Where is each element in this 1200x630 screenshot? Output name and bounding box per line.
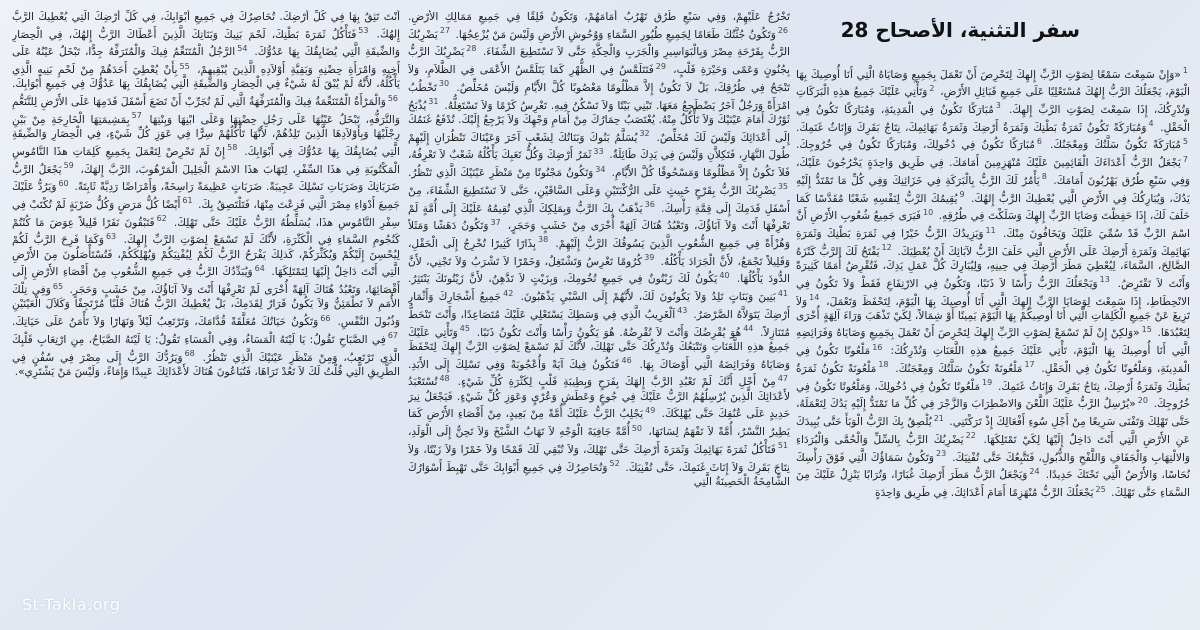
- verse-number: 67: [387, 331, 398, 341]
- verse-number: 4: [1148, 119, 1154, 129]
- verse-text: وَيَرُدُّ عَلَيْكَ جَمِيعَ أَدْوَاءِ مِصْرَ الَّتِي فَزِعْتَ مِنْهَا، فَتَلْتَصِقُ بِكَ.: [12, 181, 400, 212]
- verse-text: فَتَأْكُلُ ثَمَرَةَ بَطْنِكَ، لَحْمَ بَنِيكَ وَبَنَاتِكَ الَّذِينَ أَعْطَاكَ الرَّبُّ إِلهُكَ، فِي الْحِصَارِ وَالضِّيقَةِ الَّتِي يُضَايِقُكَ بِهَا عَدُوُّكَ.: [12, 28, 400, 59]
- verse-text: مَلْعُونًا تَكُونُ فِي الْمَدِينَةِ، وَمَلْعُونًا تَكُونُ فِي الْحَقْلِ.: [796, 345, 1190, 375]
- verse: [875, 484, 1108, 500]
- verse-text: تَخْرُجُ عَلَيْهِمْ، وَفِي سَبْعِ طُرُق تَهْرُبُ أَمَامَهُمْ، وَتَكُونُ قَلِقًا فِي جَمِيعِ مَمَالِكِ الأَرْضِ.: [408, 11, 790, 23]
- verse-text: مُبَارَكًا تَكُونُ فِي الْمَدِينَةِ، وَمُبَارَكًا تَكُونُ فِي الْحَقْلِ.: [796, 104, 1190, 134]
- verse-text: أَنْتَ تَثِقُ بِهَا فِي كُلِّ أَرْضِكَ. تُحَاصِرُكَ فِي جَمِيعِ أَبْوَابِكَ، فِي كُلِّ أَرْضِكَ الَّتِي يُعْطِيكَ الرَّبُّ إِلهُكَ.: [12, 11, 400, 41]
- verse-text: مُبَارَكَةً تَكُونُ سَلَّتُكَ وَمِعْجَنُكَ.: [1044, 139, 1181, 152]
- verse-text: يَجْعَلُ الرَّبُّ أَعْدَاءَكَ الْقَائِمِينَ عَلَيْكَ مُنْهَزِمِينَ أَمَامَكَ. فِي طَرِيق وَاحِدَةٍ يَخْرُجُونَ عَلَيْكَ، وَفِي سَبْعِ طُرُق يَهْرُبُونَ أَمَامَكَ.: [796, 157, 1190, 187]
- verse-text: يُسَلَّمُ بَنُوكَ وَبَنَاتُكَ لِشَعْبٍ آخَرَ وَعَيْنَاكَ تَنْظُرَانِ إِلَيْهِمْ طُولَ النَّهَارِ، فَتَكِلاَّنِ وَلَيْسَ فِي يَدِكَ طَائِلَةٌ.: [408, 131, 790, 162]
- verse-text: بِأَنْ يُعْطِيَ أَحَدَهُمْ مِنْ لَحْمِ بَنِيهِ الَّذِي يَأْكُلُهُ، لأَنَّهُ لَمْ يُبْقَ لَهُ شَيْءٌ فِي الْحِصَارِ وَالضِّيقَةِ الَّتِي يُضَايِقُكَ بِهَا عَدُوُّكَ فِي جَمِيعِ أَبْوَابِكَ.: [12, 64, 400, 91]
- verse: [515, 288, 790, 304]
- verse-text: أَيْضًا كُلُّ مَرَضٍ وَكُلُّ ضَرْبَةٍ لَمْ تُكْتَبْ فِي سِفْرِ النَّامُوسِ هذَا، يُسَلِّطُهُ الرَّبُّ عَلَيْكَ حَتَّى تَهْلِكَ.: [12, 199, 400, 229]
- verse-number: 61: [182, 196, 193, 206]
- verse-text: بِذَارًا كَثِيرًا تُخْرِجُ إِلَى الْحَقْلِ، وَقَلِيلاً تَجْمَعُ، لأَنَّ الْجَرَادَ يَأْكُلُهُ.: [408, 238, 790, 268]
- verse-number: 63: [105, 231, 117, 241]
- verse-number: 39: [644, 253, 655, 263]
- verse-text: وَتَأْتِي عَلَيْكَ جَمِيعُ هذِهِ الْبَرَكَاتِ وَتُدْرِكُكَ، إِذَا سَمِعْتَ لِصَوْتِ الرَّبِّ إِلهِكَ.: [796, 86, 1190, 116]
- verse-text: يَفْتَحُ لَكَ الرَّبُّ كَنْزَهُ الصَّالِحَ، السَّمَاءَ، لِيُعْطِيَ مَطَرَ أَرْضِكَ فِي حِينِهِ، وَلِيُبَارِكَ كُلَّ عَمَلِ يَدِكَ، فَتُقْرِضُ أُمَمًا كَثِيرَةً وَأَنْتَ لاَ تَقْتَرِضُ.: [796, 245, 1190, 290]
- verse: [408, 423, 644, 439]
- verse-text: يُقِيمُكَ الرَّبُّ لِنَفْسِهِ شَعْبًا مُقَدَّسًا كَمَا حَلَفَ لَكَ، إِذَا حَفِظْتَ وَصَايَا الرَّبِّ إِلهِكَ وَسَلَكْتَ فِي طُرُقِهِ.: [796, 192, 1190, 223]
- verses-left: [12, 10, 400, 379]
- verse-number: 55: [179, 61, 190, 71]
- verse-text: مَلْعُونَةً تَكُونُ ثَمَرَةُ بَطْنِكَ وَثَمَرَةُ أَرْضِكَ، نِتَاجُ بَقَرِكَ وَإِنَاثُ غَنَمِكَ.: [796, 362, 1190, 393]
- verse-number: 22: [965, 431, 976, 441]
- verse-text: «يُرْسِلُ الرَّبُّ عَلَيْكَ اللَّعْنَ وَالاضْطِرَابَ وَالزَّجْرَ فِي كُلِّ مَا تَمْتَدُّ إِلَيْهِ يَدُكَ لِتَعْمَلَهُ، حَتَّى تَهْلِكَ وَتَفْنَى سَرِيعًا مِنْ أَجْلِ سُوءِ أَفْعَالِكَ إِذْ تَرَكْتَنِي.: [796, 398, 1190, 429]
- verse-number: 24: [1029, 466, 1040, 476]
- verse: [890, 360, 1037, 375]
- verse-number: 26: [777, 26, 788, 36]
- verses-middle: [408, 10, 790, 489]
- verse-number: 8: [1041, 172, 1047, 182]
- verse-number: 14: [809, 293, 820, 303]
- verse: [408, 11, 790, 23]
- site-watermark: St-Takla.org: [22, 595, 121, 614]
- verse-text: يَكُونُ لَكَ زَيْتُونٌ فِي جَمِيعِ تُخُومِكَ، وَبِزَيْتٍ لاَ تَدَّهِنُ، لأَنَّ زَيْتُونَكَ يَنْتَثِرُ.: [408, 273, 718, 286]
- verse-text: تُسْتَعْبَدُ لأَعْدَائِكَ الَّذِينَ يُرْسِلُهُمُ الرَّبُّ عَلَيْكَ فِي جُوعٍ وَعَطَشٍ وَعُرْيٍ وَعَوَزِ كُلِّ شَيْءٍ. فَيَجْعَلُ نِيرَ حَدِيدٍ عَلَى عُنُقِكَ حَتَّى يُهْلِكَكَ.: [408, 376, 790, 421]
- verse-text: ثَمَرُ أَرْضِكَ وَكُلُّ تَعَبِكَ يَأْكُلُهُ شَعْبٌ لاَ تَعْرِفُهُ، فَلاَ تَكُونُ إِلاَّ مَظْلُومًا وَمَسْحُوقًا كُلَّ الأَيَّامِ.: [408, 149, 790, 180]
- verse-text: وَتَكُونُ دَهَشًا وَمَثَلاً وَهُزْأَةً فِي جَمِيعِ الشُّعُوبِ الَّذِينَ يَسُوقُكَ الرَّبُّ إِلَيْهِمْ.: [408, 220, 790, 251]
- verse: [451, 373, 790, 389]
- verse-text: يَضْرِبُكَ الرَّبُّ بِجُنُونٍ وَعَمًى وَحَيْرَةِ قَلْبٍ،: [408, 46, 790, 77]
- verse-number: 30: [438, 79, 450, 89]
- verse-number: 48: [439, 373, 450, 383]
- verse-number: 37: [490, 217, 501, 227]
- verse-text: تَخْطُبُ امْرَأَةً وَرَجُلٌ آخَرُ يَضْطَجِعُ مَعَهَا. تَبْنِي بَيْتًا وَلاَ تَسْكُنُ فِيهِ. تَغْرِسُ كَرْمًا وَلاَ تَسْتَغِلُّهُ.: [408, 81, 790, 112]
- verse-number: 9: [959, 190, 965, 200]
- verse-number: 54: [237, 43, 248, 53]
- verse-number: 20: [1137, 395, 1148, 405]
- verse-number: 17: [1024, 360, 1035, 370]
- verse-number: 18: [878, 360, 889, 370]
- verse-number: 49: [645, 405, 656, 415]
- verse-text: وَيَجْعَلُكَ الرَّبُّ رَأْسًا لاَ ذَنَبًا، وَتَكُونُ فِي الارْتِفَاعِ فَقَطْ وَلاَ تَكُونُ فِي الانْحِطَاطِ، إِذَا سَمِعْتَ لِوَصَايَا الرَّبِّ إِلهِكَ الَّتِي أَنَا أُوصِيكَ بِهَا الْيَوْمَ، لِتَحْفَظَ وَتَعْمَلَ،: [796, 277, 1190, 308]
- verse-number: 34: [595, 164, 606, 174]
- verse-text: وَيَجْعَلُ الرَّبُّ مَطَرَ أَرْضِكَ غُبَارًا، وَتُرَابًا يَنْزِلُ عَلَيْكَ مِنَ السَّمَاءِ حَتَّى تَهْلِكَ.: [796, 469, 1190, 500]
- verse-number: 68: [184, 349, 195, 359]
- verse-text: وَمُبَارَكَةً تَكُونُ ثَمَرَةُ بَطْنِكَ وَثَمَرَةُ أَرْضِكَ وَثَمَرَةُ بَهَائِمِكَ، نِتَاجُ بَقَرِكَ وَإِنَاثُ غَنَمِكَ.: [796, 121, 1147, 134]
- verses-right: [796, 64, 1190, 500]
- verse: [796, 119, 1156, 134]
- verse-number: 40: [719, 270, 730, 280]
- verse-text: كُرُومًا تَغْرِسُ وَتَشْتَغِلُ، وَخَمْرًا لاَ تَشْرَبُ وَلاَ تَجْنِي، لأَنَّ الدُّودَ يَأْكُلُهَا.: [408, 255, 790, 286]
- verse-text: يَجْلِبُ الرَّبُّ عَلَيْكَ أُمَّةً مِنْ بَعِيدٍ، مِنْ أَقْصَاءِ الأَرْضِ كَمَا يَطِيرُ النَّسْرُ، أُمَّةً لاَ تَفْهَمُ لِسَانَهَا،: [408, 408, 790, 439]
- verse-text: «وَلكِنْ إِنْ لَمْ تَسْمَعْ لِصَوْتِ الرَّبِّ إِلهِكَ لِتَحْرِصَ أَنْ تَعْمَلَ بِجَمِيعِ وَصَايَاهُ وَفَرَائِضِهِ الَّتِي أَنَا أُوصِيكَ بِهَا الْيَوْمَ، تَأْتِي عَلَيْكَ جَمِيعُ هذِهِ اللَّعَنَاتِ وَتُدْرِكُكَ:: [796, 327, 1190, 358]
- verse-number: 47: [777, 373, 788, 383]
- verse-text: يَضْرِبُكَ الرَّبُّ بِقَرْحٍ خَبِيثٍ عَلَى الرُّكْبَتَيْنِ وَعَلَى السَّاقَيْنِ، حَتَّى لاَ تَسْتَطِيعَ الشِّفَاءَ، مِنْ أَسْفَلِ قَدَمِكَ إِلَى قِمَّةِ رَأْسِكَ.: [408, 184, 790, 215]
- verse: [452, 26, 790, 41]
- verse-number: 58: [227, 143, 238, 153]
- verse-number: 32: [639, 129, 650, 139]
- verse-text: جَمِيعُ أَشْجَارِكَ وَأَثْمَارِ أَرْضِكَ يَتَوَلاَّهُ الصَّرْصَرُ.: [408, 291, 790, 321]
- verse-number: 57: [131, 111, 142, 121]
- verse-number: 10: [923, 207, 934, 217]
- verse-text: هُوَ يُقْرِضُكَ وَأَنْتَ لاَ تُقْرِضُهُ. هُوَ يَكُونُ رَأْسًا وَأَنْتَ تَكُونُ ذَنَبًا.: [471, 326, 742, 339]
- verse-number: 7: [1182, 154, 1188, 164]
- verse: [471, 324, 755, 339]
- verse-number: 5: [1182, 136, 1188, 146]
- verse-number: 29: [655, 61, 666, 71]
- verse-number: 59: [63, 161, 74, 171]
- verse: [408, 270, 732, 286]
- verse-text: وَكَمَا فَرِحَ الرَّبُّ لَكُمْ لِيُحْسِنَ إِلَيْكُمْ وَيُكَثِّرَكُمْ، كَذلِكَ يَفْرَحُ الرَّبُّ لَكُمْ لِيُفْنِيَكُمْ وَيُهْلِكَكُمْ، فَتُسْتَأْصَلُونَ مِنَ الأَرْضِ الَّتِي أَنْتَ دَاخِلٌ إِلَيْهَا لِتَمْتَلِكَهَا.: [12, 234, 400, 279]
- verse-number: 44: [743, 324, 754, 334]
- verse-text: يَجْعَلُ الرَّبُّ ضَرَبَاتِكَ وَضَرَبَاتِ نَسْلِكَ عَجِيبَةً. ضَرَبَاتٍ عَظِيمَةً رَاسِخَةً، وَأَمْرَاضًا رَدِيَّةً ثَابِتَةً.: [12, 163, 400, 194]
- verse-number: 13: [1099, 275, 1110, 285]
- verse-text: بِمَشِيمَتِهَا الْخَارِجَةِ مِنْ بَيْنِ رِجْلَيْهَا وَبِأَوْلاَدِهَا الَّذِينَ تَلِدُهُمْ، لأَنَّهَا تَأْكُلُهُمْ سِرًّا فِي عَوَزِ كُلِّ شَيْءٍ، فِي الْحِصَارِ وَالضِّيقَةِ الَّتِي يُضَايِقُكَ بِهَا عَدُوُّكَ فِي أَبْوَابِكَ.: [12, 113, 400, 158]
- verse-text: يُلْصِقُ بِكَ الرَّبُّ الْوَبَأَ حَتَّى يُبِيدَكَ عَنِ الأَرْضِ الَّتِي أَنْتَ دَاخِلٌ إِلَيْهَا لِكَيْ تَمْتَلِكَهَا.: [796, 416, 1190, 446]
- verse-text: يَذْهَبُ بِكَ الرَّبُّ وَبِمَلِكِكَ الَّذِي تُقِيمُهُ عَلَيْكَ إِلَى أُمَّةٍ لَمْ تَعْرِفْهَا أَنْتَ وَلاَ آبَاؤُكَ، وَتَعْبُدُ هُنَاكَ آلِهَةً أُخْرَى مِنْ خَشَبٍ وَحَجَرٍ،: [408, 202, 790, 233]
- verse-text: وَلاَ تَزِيغَ عَنْ جَمِيعِ الْكَلِمَاتِ الَّتِي أَنَا أُوصِيكُمْ بِهَا الْيَوْمَ يَمِينًا أَوْ شِمَالاً، لِكَيْ تَذْهَبَ وَرَاءَ آلِهَةٍ أُخْرَى لِتَعْبُدَهَا.: [796, 295, 1190, 340]
- verse-number: 65: [52, 281, 64, 291]
- verse-number: 35: [777, 182, 788, 192]
- verse: [408, 164, 607, 180]
- verse-text: مَلْعُونَةً تَكُونُ سَلَّتُكَ وَمِعْجَنُكَ.: [890, 362, 1023, 375]
- verse-number: 60: [58, 178, 69, 188]
- verse-number: 16: [872, 342, 883, 352]
- verse-text: فَيَرَى جَمِيعُ شُعُوبِ الأَرْضِ أَنَّ اسْمَ الرَّبِّ قَدْ سُمِّيَ عَلَيْكَ وَيَخَافُونَ مِنْكَ.: [796, 210, 1190, 241]
- verse-text: وَتَأْتِي عَلَيْكَ جَمِيعُ هذِهِ اللَّعَنَاتِ وَتَتْبَعُكَ وَتُدْرِكُكَ حَتَّى تَهْلِكَ، لأَنَّكَ لَمْ تَسْمَعْ لِصَوْتِ الرَّبِّ إِلهِكَ لِتَحْفَظَ وَصَايَاهُ وَفَرَائِضَهُ الَّتِي أَوْصَاكَ بِهَا.: [408, 326, 790, 371]
- verse-text: فَتَكُونُ فِيكَ آيَةً وَأُعْجُوبَةً وَفِي نَسْلِكَ إِلَى الأَبَدِ.: [408, 358, 620, 371]
- column-right: [796, 18, 1190, 628]
- verse-number: 66: [320, 313, 331, 323]
- verse-text: مِنْ أَجْلِ أَنَّكَ لَمْ تَعْبُدِ الرَّبَّ إِلهَكَ بِفَرَحٍ وَبِطِيبَةِ قَلْبٍ لِكَثْرَةِ كُلِّ شَيْءٍ.: [451, 376, 776, 389]
- verse-number: 15: [1141, 324, 1152, 334]
- verse-number: 1: [1182, 66, 1188, 75]
- verse-text: وَيَرُدُّكَ الرَّبُّ إِلَى مِصْرَ فِي سُفُنٍ فِي الطَّرِيقِ الَّتِي قُلْتُ لَكَ لاَ تَعُدْ تَرَاهَا، فَتُبَاعُونَ هُنَاكَ لأَعْدَائِكَ عَبِيدًا وَإِمَاءً، وَلَيْسَ مَنْ يَشْتَرِي».: [12, 351, 400, 378]
- verse-text: وَالْمَرْأَةُ الْمُتَنَعِّمَةُ فِيكَ وَالْمُتَرَفِّهَةُ الَّتِي لَمْ تُجَرِّبْ أَنْ تَضَعَ أَسْفَلَ قَدَمِهَا عَلَى الأَرْضِ لِلتَّنَعُّمِ وَالتَّرَفُّهِ، تَبْخَلُ عَيْنُهَا عَلَى رَجُلِ حِضْنِهَا وَعَلَى ابْنِهَا وَبِنْتِهَا: [12, 96, 400, 126]
- verse-number: 64: [254, 263, 265, 273]
- verse-text: مَلْعُونًا تَكُونُ فِي دُخُولِكَ، وَمَلْعُونًا تَكُونُ فِي خُرُوجِكَ.: [796, 380, 1190, 411]
- verse-number: 27: [439, 26, 451, 36]
- verse-number: 2: [929, 83, 935, 93]
- verse-number: 52: [609, 458, 620, 468]
- verse-text: يَجْعَلُكَ الرَّبُّ مُنْهَزِمًا أَمَامَ أَعْدَائِكَ. فِي طَرِيق وَاحِدَةٍ: [875, 487, 1094, 500]
- verse-number: 53: [358, 26, 369, 36]
- verse-text: وَتَكُونُ جُثَّتُكَ طَعَامًا لِجَمِيعِ طُيُورِ السَّمَاءِ وَوُحُوشِ الأَرْضِ وَلَيْسَ مَنْ يُزْعِجُهَا.: [452, 28, 776, 41]
- chapter-title: سفر التثنية، الأصحاح 28: [840, 18, 1080, 42]
- verse-text: إِنْ لَمْ تَحْرِصْ لِتَعْمَلَ بِجَمِيعِ كَلِمَاتِ هذَا النَّامُوسِ الْمَكْتُوبَةِ فِي هذَا السِّفْرِ، لِتَهَابَ هذَا الاسْمَ الْجَلِيلَ الْمَرْهُوبَ، الرَّبَّ إِلهَكَ،: [12, 145, 400, 176]
- verse-text: وَتُحَاصِرُكَ فِي جَمِيعِ أَبْوَابِكَ حَتَّى تَهْبِطَ أَسْوَارُكَ الشَّامِخَةُ الْحَصِينَةُ الَّتِي: [408, 461, 790, 488]
- verse-text: وَيَزِيدُكَ الرَّبُّ خَيْرًا فِي ثَمَرَةِ بَطْنِكَ وَثَمَرَةِ بَهَائِمِكَ وَثَمَرَةِ أَرْضِكَ عَلَى الأَرْضِ الَّتِي حَلَفَ الرَّبُّ لآبَائِكَ أَنْ يُعْطِيَكَ.: [796, 228, 1190, 258]
- verse-text: وَيُبَدِّدُكَ الرَّبُّ فِي جَمِيعِ الشُّعُوبِ مِنْ أَقْصَاءِ الأَرْضِ إِلَى أَقْصَائِهَا، وَتَعْبُدُ هُنَاكَ آلِهَةً أُخْرَى لَمْ تَعْرِفْهَا أَنْتَ وَلاَ آبَاؤُكَ، مِنْ خَشَبٍ وَحَجَرٍ.: [12, 266, 400, 297]
- verse: [1044, 136, 1190, 152]
- verse-number: 42: [503, 288, 514, 298]
- verse-text: مُبَارَكًا تَكُونُ فِي دُخُولِكَ، وَمُبَارَكًا تَكُونُ فِي خُرُوجِكَ.: [796, 139, 1035, 152]
- verse-number: 11: [985, 225, 996, 235]
- verse-number: 41: [777, 288, 789, 298]
- verse-text: يُذْبَحُ ثَوْرُكَ أَمَامَ عَيْنَيْكَ وَلاَ تَأْكُلُ مِنْهُ. يُغْتَصَبُ حِمَارُكَ مِنْ أَمَامِ وَجْهِكَ وَلاَ يَرْجِعُ إِلَيْكَ. تُدْفَعُ غَنَمُكَ إِلَى أَعْدَائِكَ وَلَيْسَ لَكَ مُخَلِّصٌ.: [408, 99, 790, 144]
- verse-number: 21: [933, 413, 944, 423]
- verse-text: أُمَّةً جَافِيَةَ الْوَجْهِ لاَ تَهَابُ الشَّيْخَ وَلاَ تَحِنُّ إِلَى الْوَلَدِ،: [408, 426, 630, 439]
- verse-number: 38: [537, 235, 549, 245]
- verse-number: 23: [936, 449, 947, 459]
- verse-text: «وَإِنْ سَمِعْتَ سَمْعًا لِصَوْتِ الرَّبِّ إِلهِكَ لِتَحْرِصَ أَنْ تَعْمَلَ بِجَمِيعِ وَصَايَاهُ الَّتِي أَنَا أُوصِيكَ بِهَا الْيَوْمَ، يَجْعَلُكَ الرَّبُّ إِلهُكَ مُسْتَعْلِيًا عَلَى جَمِيعِ قَبَائِلِ الأَرْضِ،: [796, 68, 1190, 99]
- verse-text: وَتَكُونُ حَيَاتُكَ مُعَلَّقَةً قُدَّامَكَ، وَتَرْتَعِبُ لَيْلاً وَنَهَارًا وَلاَ تَأْمَنُ عَلَى حَيَاتِكَ.: [12, 316, 319, 329]
- verse-text: فِي الصَّبَاحِ تَقُولُ: يَا لَيْتَهُ الْمَسَاءُ، وَفِي الْمَسَاءِ تَقُولُ: يَا لَيْتَهُ الصَّبَاحُ، مِنِ ارْتِعَابِ قَلْبِكَ الَّذِي تَرْتَعِبُ، وَمِنْ مَنْظَرِ عَيْنَيْكَ الَّذِي تَنْظُرُ.: [12, 333, 400, 364]
- verse-number: 3: [995, 101, 1001, 111]
- column-middle: [408, 10, 790, 620]
- verse: [796, 136, 1044, 152]
- verse-text: وَفِي تِلْكَ الأُمَمِ لاَ تَطْمَئِنُّ وَلاَ يَكُونُ قَرَارٌ لِقَدَمِكَ، بَلْ يُعْطِيكَ الرَّبُّ هُنَاكَ قَلْبًا مُرْتَجِفًا وَكَلاَلَ الْعَيْنَيْنِ وَذُبُولَ النَّفْسِ.: [12, 284, 400, 329]
- verse-number: 43: [677, 306, 688, 316]
- verse-text: يَأْمُرُ لَكَ الرَّبُّ بِالْبَرَكَةِ فِي خَزَائِنِكَ وَفِي كُلِّ مَا تَمْتَدُّ إِلَيْهِ يَدُكَ، وَيُبَارِكُكَ فِي الأَرْضِ الَّتِي يُعْطِيكَ الرَّبُّ إِلهُكَ.: [796, 174, 1190, 205]
- verse-number: 51: [777, 441, 788, 451]
- verse-number: 45: [459, 324, 470, 334]
- verse-text: فَتَبْقُونَ نَفَرًا قَلِيلاً عِوَضَ مَا كُنْتُمْ كَنُجُومِ السَّمَاءِ فِي الْكَثْرَةِ، لأَنَّكَ لَمْ تَسْمَعْ لِصَوْتِ الرَّبِّ إِلهِكَ.: [12, 216, 400, 247]
- verse-number: 28: [466, 43, 477, 53]
- verse-number: 12: [881, 243, 892, 253]
- verse-number: 6: [1036, 136, 1043, 146]
- verse-number: 31: [428, 97, 439, 107]
- verse-text: الرَّجُلُ الْمُتَنَعِّمُ فِيكَ وَالْمُتَرَفِّهُ جِدًّا، تَبْخَلُ عَيْنُهُ عَلَى أَخِيهِ وَامْرَأَةِ حِضْنِهِ وَبَقِيَّةِ أَوْلاَدِهِ الَّذِينَ يُبْقِيهِمْ،: [12, 46, 400, 77]
- verse-text: وَتَكُونُ سَمَاؤُكَ الَّتِي فَوْقَ رَأْسِكَ نُحَاسًا، وَالأَرْضُ الَّتِي تَحْتَكَ حَدِيدًا.: [796, 451, 1190, 482]
- verse-number: 25: [1095, 484, 1106, 494]
- verse: [12, 313, 332, 329]
- verse-number: 56: [387, 93, 398, 103]
- verse-text: اَلْغَرِيبُ الَّذِي فِي وَسَطِكَ يَسْتَعْلِي عَلَيْكَ مُتَصَاعِدًا، وَأَنْتَ تَنْحَطُّ مُتَنَازِلاً.: [408, 308, 790, 339]
- verse-text: يَضْرِبُكَ الرَّبُّ بِالسِّلِّ وَالْحُمَّى وَالْبُرَدَاءِ وَالالْتِهَابِ وَالْجَفَافِ وَاللَّفْحِ وَالذُّبُولِ، فَتَتَّبِعُكَ حَتَّى تُفْنِيَكَ.: [796, 433, 1190, 464]
- verse-text: فَتَتَلَمَّسُ فِي الظُّهْرِ كَمَا يَتَلَمَّسُ الأَعْمَى فِي الظَّلاَمِ، وَلاَ تَنْجَحُ فِي طُرُقِكَ، بَلْ لاَ تَكُونُ إِلاَّ مَظْلُومًا مَغْصُوبًا كُلَّ الأَيَّامِ وَلَيْسَ مُخَلِّصٌ.: [408, 64, 790, 94]
- verse-number: 19: [982, 378, 993, 388]
- verse-text: وَتَكُونُ مَجْنُونًا مِنْ مَنْظَرِ عَيْنَيْكَ الَّذِي تَنْظُرُ.: [408, 167, 594, 180]
- verse-text: فَتَأْكُلُ ثَمَرَةَ بَهَائِمِكَ وَثَمَرَةَ أَرْضِكَ حَتَّى تَهْلِكَ، وَلاَ تُبْقِي لَكَ قَمْحًا وَلاَ خَمْرًا وَلاَ زَيْتًا، وَلاَ نِتَاجَ بَقَرِكَ وَلاَ إِنَاثَ غَنَمِكَ، حَتَّى تُفْنِيَكَ.: [408, 443, 790, 474]
- column-left: [12, 10, 400, 620]
- verse-number: 46: [621, 356, 632, 366]
- verse: [408, 356, 634, 371]
- verse-number: 36: [644, 200, 655, 210]
- verse-text: يَضْرِبُكَ الرَّبُّ بِقَرْحَةِ مِصْرَ وَبِالْبَوَاسِيرِ وَالْجَرَبِ وَالْحِكَّةِ حَتَّى لاَ تَسْتَطِيعَ الشِّفَاءَ.: [408, 28, 790, 59]
- verse-number: 50: [631, 423, 643, 433]
- verse-text: بَنِينَ وَبَنَاتٍ تَلِدُ وَلاَ يَكُونُونَ لَكَ، لأَنَّهُمْ إِلَى السَّبْيِ يَذْهَبُونَ.: [515, 291, 776, 304]
- verse-number: 62: [156, 214, 167, 224]
- verse-number: 33: [593, 146, 604, 156]
